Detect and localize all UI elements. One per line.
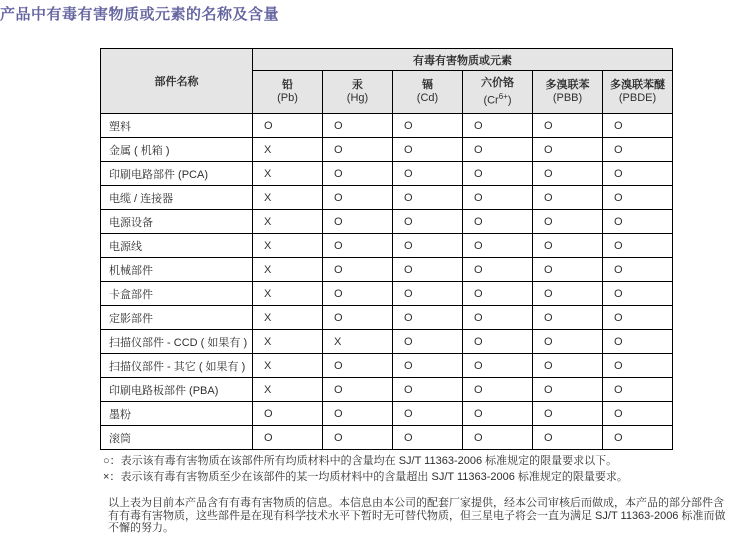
component-name-cell: 定影部件 [101, 306, 253, 330]
value-cell: O [603, 282, 673, 306]
component-name-cell: 卡盒部件 [101, 282, 253, 306]
table-row [101, 114, 673, 138]
table-row [101, 162, 673, 186]
value-cell: O [323, 354, 393, 378]
substance-column-header [323, 71, 393, 114]
substance-formula: (PBDE) [618, 92, 657, 104]
value-cell: O [463, 306, 533, 330]
cross-marker: ×： [103, 471, 121, 483]
substance-formula: (Hg) [346, 92, 369, 104]
value-cell: O [603, 306, 673, 330]
value-cell: O [533, 426, 603, 450]
value-cell: O [393, 114, 463, 138]
value-cell: O [323, 210, 393, 234]
disclaimer-paragraph: 以上表为目前本产品含有有毒有害物质的信息。本信息由本公司的配套厂家提供，经本公司审核后而做成，本产品的部分部件含有有毒有害物质，这些部件是在现有科学技术水平下暂时无可替代物质，但三星电子将会一直为满足 SJ/T 11363-2006 标准而做不懈的努力。 [108, 497, 726, 534]
value-cell: O [393, 402, 463, 426]
value-cell: X [253, 282, 323, 306]
value-cell: O [603, 330, 673, 354]
value-cell: O [393, 258, 463, 282]
value-cell: O [603, 402, 673, 426]
value-cell: O [393, 426, 463, 450]
page-title: 产品中有毒有害物质或元素的名称及含量 [0, 6, 280, 23]
value-cell: O [393, 138, 463, 162]
value-cell: O [533, 282, 603, 306]
substance-formula: (PBB) [552, 92, 583, 104]
value-cell: O [463, 186, 533, 210]
value-cell: O [533, 210, 603, 234]
value-cell: O [463, 210, 533, 234]
value-cell: O [463, 138, 533, 162]
value-cell: O [323, 234, 393, 258]
footnote-text: 表示该有毒有害物质至少在该部件的某一均质材料中的含量超出 SJ/T 11363-2006 标准规定的限量要求。 [120, 471, 628, 483]
value-cell: O [533, 114, 603, 138]
value-cell: O [393, 234, 463, 258]
value-cell: O [323, 402, 393, 426]
hazardous-substances-table [100, 48, 673, 450]
value-cell: O [323, 138, 393, 162]
table-row [101, 234, 673, 258]
value-cell: O [393, 306, 463, 330]
table-body [101, 114, 673, 450]
table-header [101, 49, 673, 114]
value-cell: X [253, 258, 323, 282]
table-row [101, 354, 673, 378]
value-cell: O [463, 162, 533, 186]
value-cell: O [323, 426, 393, 450]
table-row [101, 258, 673, 282]
substance-name: 汞 [352, 79, 363, 91]
value-cell: O [533, 306, 603, 330]
footnote-circle [103, 456, 628, 467]
table-row [101, 402, 673, 426]
value-cell: O [253, 402, 323, 426]
value-cell: X [253, 162, 323, 186]
value-cell: O [463, 234, 533, 258]
substance-formula: (Pb) [277, 92, 298, 104]
component-name-header: 部件名称 [101, 49, 253, 114]
table-row [101, 138, 673, 162]
value-cell: O [323, 378, 393, 402]
table-row [101, 282, 673, 306]
value-cell: O [463, 258, 533, 282]
component-name-cell: 扫描仪部件 - CCD ( 如果有 ) [101, 330, 253, 354]
value-cell: O [533, 330, 603, 354]
value-cell: O [463, 426, 533, 450]
value-cell: O [603, 426, 673, 450]
component-name-cell: 墨粉 [101, 402, 253, 426]
value-cell: X [253, 330, 323, 354]
value-cell: O [533, 258, 603, 282]
value-cell: O [253, 426, 323, 450]
value-cell: O [323, 306, 393, 330]
value-cell: X [253, 306, 323, 330]
value-cell: X [253, 138, 323, 162]
value-cell: O [603, 258, 673, 282]
value-cell: O [463, 378, 533, 402]
table-row [101, 210, 673, 234]
value-cell: X [323, 330, 393, 354]
value-cell: O [393, 282, 463, 306]
value-cell: O [533, 354, 603, 378]
value-cell: O [323, 282, 393, 306]
value-cell: O [533, 234, 603, 258]
substance-column-header [253, 71, 323, 114]
header-row-group [101, 49, 673, 71]
substance-name: 多溴联苯 [545, 79, 590, 91]
component-name-cell: 电缆 / 连接器 [101, 186, 253, 210]
table-row [101, 186, 673, 210]
value-cell: O [533, 162, 603, 186]
value-cell: X [253, 186, 323, 210]
value-cell: O [323, 258, 393, 282]
table-row [101, 306, 673, 330]
value-cell: O [603, 186, 673, 210]
component-name-cell: 扫描仪部件 - 其它 ( 如果有 ) [101, 354, 253, 378]
value-cell: O [533, 402, 603, 426]
component-name-cell: 印刷电路板部件 (PBA) [101, 378, 253, 402]
value-cell: O [533, 138, 603, 162]
table-row [101, 426, 673, 450]
substance-name: 多溴联苯醚 [610, 79, 666, 91]
value-cell: X [253, 378, 323, 402]
component-name-cell: 电源线 [101, 234, 253, 258]
value-cell: X [253, 354, 323, 378]
value-cell: O [533, 186, 603, 210]
component-name-cell: 金属 ( 机箱 ) [101, 138, 253, 162]
value-cell: O [253, 114, 323, 138]
substance-name: 铅 [282, 79, 293, 91]
component-name-cell: 印刷电路部件 (PCA) [101, 162, 253, 186]
value-cell: X [253, 210, 323, 234]
value-cell: O [603, 114, 673, 138]
value-cell: O [393, 186, 463, 210]
value-cell: O [393, 354, 463, 378]
value-cell: O [393, 210, 463, 234]
value-cell: O [393, 378, 463, 402]
substance-column-header [533, 71, 603, 114]
substances-group-header: 有毒有害物质或元素 [253, 49, 673, 71]
substance-column-header [393, 71, 463, 114]
component-name-cell: 滚筒 [101, 426, 253, 450]
value-cell: O [463, 330, 533, 354]
value-cell: O [603, 162, 673, 186]
value-cell: O [463, 114, 533, 138]
substance-name: 镉 [422, 79, 433, 91]
table-row [101, 378, 673, 402]
substance-name: 六价铬 [481, 76, 514, 89]
value-cell: O [603, 234, 673, 258]
value-cell: O [463, 282, 533, 306]
value-cell: O [603, 138, 673, 162]
value-cell: O [323, 186, 393, 210]
value-cell: O [393, 330, 463, 354]
value-cell: O [603, 378, 673, 402]
substance-column-header [603, 71, 673, 114]
legend-footnotes [103, 456, 628, 488]
component-name-cell: 塑料 [101, 114, 253, 138]
table-row [101, 330, 673, 354]
substance-formula: $(Cr^{6+})$ [483, 91, 512, 107]
value-cell: O [323, 114, 393, 138]
substance-formula: (Cd) [416, 92, 439, 104]
component-name-cell: 电源设备 [101, 210, 253, 234]
circle-marker: ○： [103, 455, 121, 467]
value-cell: O [463, 354, 533, 378]
substance-column-header [463, 71, 533, 114]
value-cell: O [603, 354, 673, 378]
value-cell: O [603, 210, 673, 234]
value-cell: X [253, 234, 323, 258]
footnote-cross [103, 472, 628, 483]
component-name-cell: 机械部件 [101, 258, 253, 282]
value-cell: O [533, 378, 603, 402]
value-cell: O [393, 162, 463, 186]
footnote-text: 表示该有毒有害物质在该部件所有均质材料中的含量均在 SJ/T 11363-2006 标准规定的限量要求以下。 [120, 455, 618, 467]
value-cell: O [323, 162, 393, 186]
value-cell: O [463, 402, 533, 426]
